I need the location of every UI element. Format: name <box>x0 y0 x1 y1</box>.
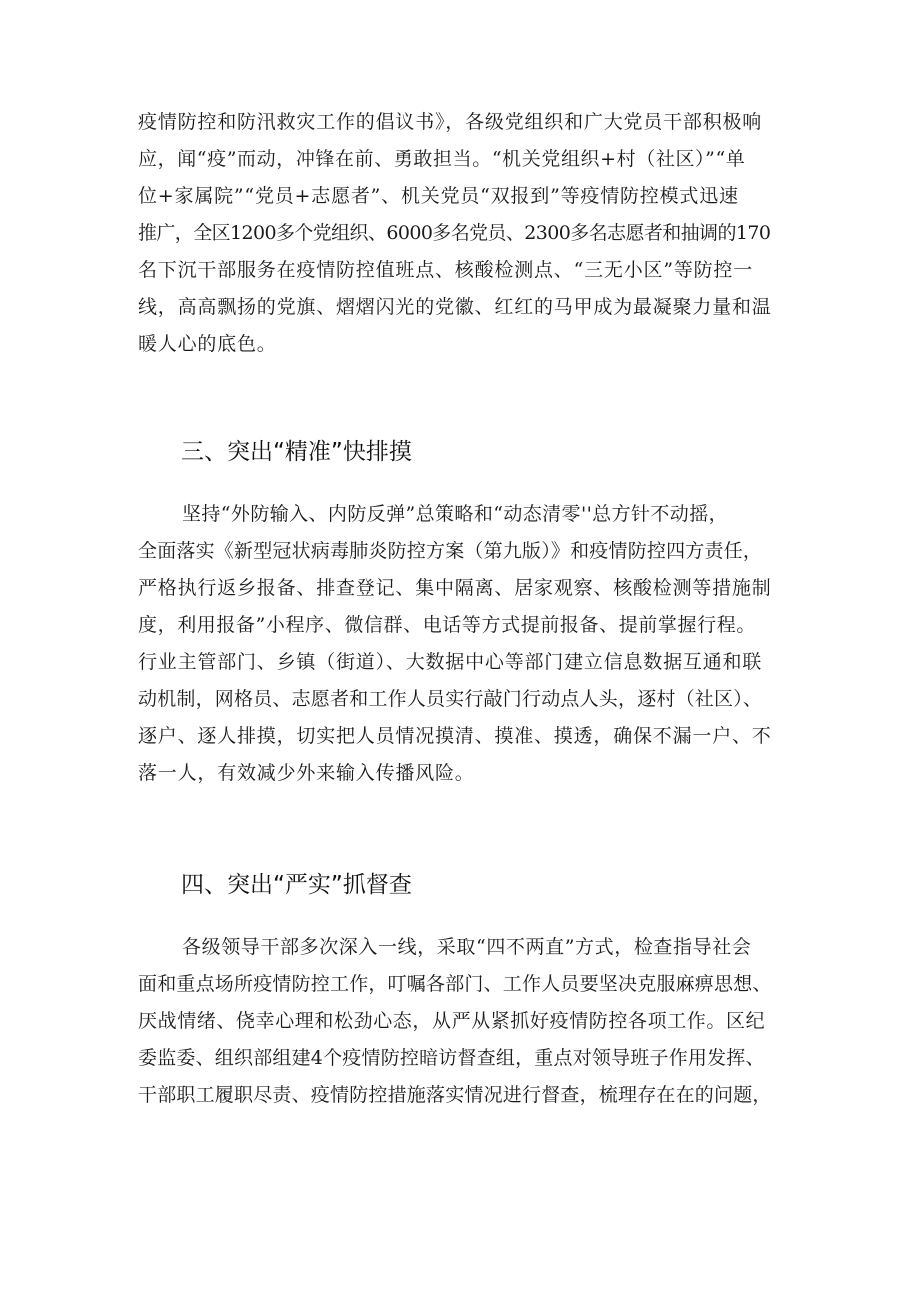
text-line: 严格执行返乡报备、排查登记、集中隔离、居家观察、核酸检测等措施制 <box>138 577 772 599</box>
text-line: 逐户、逐人排摸，切实把人员情况摸清、摸准、摸透，确保不漏一户、不 <box>138 725 772 747</box>
text-line: 各级领导干部多次深入一线，采取“四不两直”方式，检查指导社会 <box>182 936 752 958</box>
text-line: 疫情防控和防汛救灾工作的倡议书》，各级党组织和广大党员干部积极响 <box>138 111 763 133</box>
text-line: 动机制，网格员、志愿者和工作人员实行敲门行动点人头，逐村（社区）、 <box>138 688 763 710</box>
section-heading-4: 四、突出“严实”抓督查 <box>181 872 412 898</box>
text-line: 推广，全区1200多个党组织、6000多名党员、2300多名志愿者和抽调的170 <box>138 222 771 244</box>
text-line: 厌战情绪、侥幸心理和松劲心态，从严从紧抓好疫情防控各项工作。区纪 <box>138 1010 766 1032</box>
text-line: 名下沉干部服务在疫情防控值班点、核酸检测点、“三无小区”等防控一 <box>138 259 754 281</box>
text-line: 线，高高飘扬的党旗、熠熠闪光的党徽、红红的马甲成为最凝聚力量和温 <box>138 296 772 318</box>
section-heading-3: 三、突出“精准”快排摸 <box>181 439 412 465</box>
text-line: 干部职工履职尽责、疫情防控措施落实情况进行督查，梳理存在在的问题， <box>138 1084 772 1106</box>
text-line: 暖人心的底色。 <box>138 333 277 355</box>
text-line: 落一人，有效减少外来输入传播风险。 <box>138 762 475 784</box>
text-line: 面和重点场所疫情防控工作，叮嘱各部门、工作人员要坚决克服麻痹思想、 <box>138 973 772 995</box>
paragraph-section-4 <box>138 929 798 1114</box>
text-line: 度，利用报备”小程序、微信群、电话等方式提前报备、提前掌握行程。 <box>138 614 756 636</box>
text-line: 应，闻“疫”而动，冲锋在前、勇敢担当。“机关党组织+村（社区）”“单 <box>138 148 746 170</box>
paragraph-section-3 <box>138 496 798 792</box>
text-line: 行业主管部门、乡镇（街道）、大数据中心等部门建立信息数据互通和联 <box>138 651 763 673</box>
text-line: 全面落实《新型冠状病毒肺炎防控方案（第九版）》和疫情防控四方责任， <box>138 540 763 562</box>
paragraph-continuation <box>138 104 798 363</box>
text-line: 位+家属院”“党员+志愿者”、机关党员“双报到”等疫情防控模式迅速 <box>138 185 739 207</box>
text-line: 委监委、组织部组建4个疫情防控暗访督查组，重点对领导班子作用发挥、 <box>138 1047 765 1069</box>
text-line: 坚持“外防输入、内防反弹”总策略和“动态清零''总方针不动摇， <box>182 503 728 525</box>
